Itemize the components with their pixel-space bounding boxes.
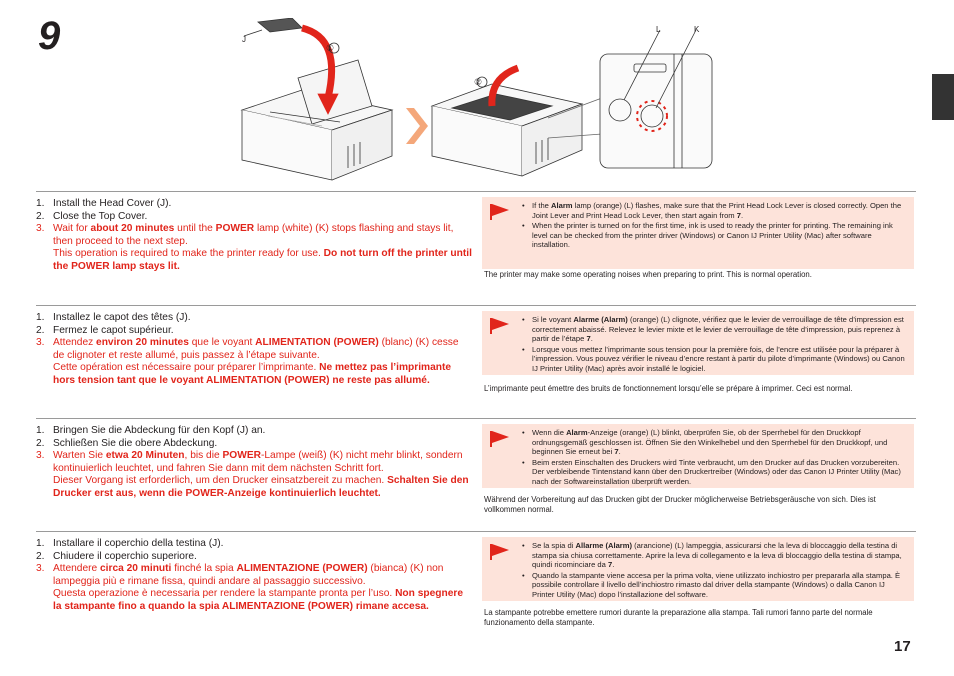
- text-run: When the printer is turned on for the first time, ink is used to ready the printer for printing. The remaining ink level can be checked from the printer driver (Windows) or Canon IJ Printer Utility (Mac) after software installation.: [532, 221, 893, 250]
- text-run: about 20 minutes: [90, 223, 175, 234]
- info-text: L’imprimante peut émettre des bruits de fonctionnement lorsqu’elle se prépare à imprimer. Ceci est normal.: [484, 384, 853, 393]
- text-run: Si le voyant: [532, 315, 574, 324]
- step-item-text: [53, 450, 472, 475]
- language-section: [36, 418, 916, 514]
- text-run: lamp (white) (K) stops flashing and stays lit, then proceed to the next step.: [53, 223, 454, 247]
- step-list: [36, 538, 472, 613]
- text-run: 7: [607, 560, 613, 570]
- step-item-text: [53, 438, 217, 451]
- step-list: [36, 198, 472, 273]
- label-l: L: [656, 25, 661, 34]
- text-run: Do not turn off the printer until the POWER lamp stays lit.: [53, 248, 472, 272]
- step-item: [36, 223, 472, 248]
- page-number: 17: [894, 638, 911, 655]
- step-item: [36, 325, 472, 338]
- text-run: Bringen Sie die Abdeckung für den Kopf (J) an.: [53, 425, 266, 436]
- text-run: If the: [532, 201, 551, 210]
- printer-illustration: [230, 18, 720, 188]
- step-item-number: 3.: [36, 337, 45, 348]
- text-run: 7: [736, 210, 741, 220]
- text-run: until the: [174, 223, 216, 234]
- info-text: Während der Vorbereitung auf das Drucken gibt der Drucker möglicherweise Betriebsgeräusche von sich. Dies ist vollkommen normal.: [484, 495, 876, 514]
- text-run: Ne mettez pas l’imprimante hors tension tant que le voyant ALIMENTATION (POWER) ne reste pas allumé.: [53, 362, 452, 386]
- step-list: [36, 425, 472, 500]
- text-run: Cette opération est nécessaire pour préparer l’imprimante.: [53, 362, 320, 373]
- step-item-number: 2.: [36, 437, 45, 449]
- step-item-number: 1.: [36, 312, 45, 323]
- text-run: POWER: [222, 450, 261, 461]
- text-run: (arancione) (L) lampeggia, assicurarsi che la leva di bloccaggio della testina di stampa sia chiusa correttamente. Aprire la leva di collegamento e la leva di bloccaggio della testina di stampa, quindi ricominciare da: [532, 541, 902, 570]
- text-run: que le voyant: [188, 337, 256, 348]
- step-item-text: [53, 312, 191, 325]
- text-run: Alarm: [566, 428, 588, 437]
- text-run: -Lampe (weiß) (K) nicht mehr blinkt, sondern kontinuierlich leuchtet, und fahren Sie dann mit dem nächsten Schritt fort.: [53, 450, 463, 474]
- info-text: La stampante potrebbe emettere rumori durante la preparazione alla stampa. Tali rumori fanno parte del normale funzionamento della stampante.: [484, 608, 873, 627]
- info-text: The printer may make some operating noises when preparing to print. This is normal operation.: [484, 270, 812, 279]
- step-item: [36, 563, 472, 588]
- text-run: (orange) (L) clignote, vérifiez que le levier de verrouillage de tête d’impression est correctement abaissé. Relevez le levier mixte et le levier de verrouillage de tête d’impression, puis reprenez à partir de l’étape: [532, 315, 904, 344]
- step-item: [36, 211, 472, 224]
- text-run: Installez le capot des têtes (J).: [53, 312, 191, 323]
- text-run: Questa operazione è necessaria per rendere la stampante pronta per l’uso.: [53, 588, 396, 599]
- text-run: .: [740, 210, 744, 220]
- text-run: Attendere: [53, 563, 101, 574]
- text-run: ALIMENTATION (POWER): [255, 337, 379, 348]
- text-run: Non spegnere la stampante fino a quando la spia ALIMENTAZIONE (POWER) rimane accesa.: [53, 588, 463, 612]
- step-item-number: 2.: [36, 324, 45, 336]
- note-item: [522, 458, 908, 487]
- text-run: Wait for: [53, 223, 91, 234]
- note-box: [482, 197, 914, 269]
- note-item: [522, 221, 908, 250]
- text-run: , bis die: [184, 450, 223, 461]
- text-run: Lorsque vous mettez l’imprimante sous tension pour la première fois, de l’encre est utilisée pour la préparer à l’impression. Vous pouvez vérifier le niveau d’encre restant à partir du pilote d’imprimante (Windows) ou Canon IJ Printer Utility (Mac) après avoir installé le logiciel.: [532, 344, 905, 373]
- text-run: 7: [614, 447, 619, 457]
- text-run: -Anzeige (orange) (L) blinkt, überprüfen Sie, ob der Sperrhebel für den Druckkopf ordnungsgemäß geschlossen ist. Öffnen Sie den Winkelhebel und den Sperrhebel für den Druckkopf, und beginnen Sie erneut bei: [532, 428, 888, 457]
- note-item: [522, 201, 908, 220]
- text-run: Installare il coperchio della testina (J).: [53, 538, 224, 549]
- text-run: This operation is required to make the printer ready for use.: [53, 248, 324, 259]
- step-item: [36, 425, 472, 438]
- step-continuation: [36, 248, 472, 273]
- step-item-text: [53, 563, 472, 588]
- text-run: Alarm: [551, 201, 573, 210]
- step2-marker: ②: [473, 77, 483, 87]
- text-run: (blanc) (K) cesse de clignoter et reste allumé, puis passez à l’étape suivante.: [53, 337, 459, 361]
- text-run: finché la spia: [171, 563, 237, 574]
- step-item-number: 3.: [36, 563, 45, 574]
- step-list: [36, 312, 472, 387]
- text-run: Fermez le capot supérieur.: [53, 324, 174, 336]
- text-run: Schalten Sie den Drucker erst aus, wenn die POWER-Anzeige kontinuierlich leuchtet.: [53, 475, 469, 499]
- step-item: [36, 337, 472, 362]
- step-item-text: [53, 425, 265, 438]
- note-box: [482, 424, 914, 488]
- step-item: [36, 198, 472, 211]
- step-item-text: [53, 551, 197, 564]
- step-item-text: [53, 211, 147, 224]
- step-item: [36, 438, 472, 451]
- note-list: [522, 315, 908, 374]
- note-box: [482, 537, 914, 601]
- note-list: [522, 201, 908, 250]
- step-item: [36, 312, 472, 325]
- flag-icon: [490, 543, 510, 561]
- step-item-number: 2.: [36, 210, 45, 222]
- text-run: environ 20 minutes: [96, 337, 189, 348]
- text-run: Close the Top Cover.: [53, 210, 148, 222]
- note-item: [522, 571, 908, 600]
- text-run: .: [618, 447, 621, 457]
- label-j: J: [242, 35, 246, 44]
- note-item: [522, 315, 908, 344]
- note-item: [522, 345, 908, 374]
- step-item-number: 1.: [36, 538, 45, 549]
- text-run: Alarme (Alarm): [573, 315, 628, 324]
- text-run: 7: [586, 334, 591, 344]
- text-run: Warten Sie: [53, 450, 106, 461]
- step1-marker: ①: [325, 43, 335, 53]
- language-section: [36, 305, 916, 393]
- text-run: Dieser Vorgang ist erforderlich, um den Drucker einsatzbereit zu machen.: [53, 475, 388, 486]
- flag-icon: [490, 430, 510, 448]
- flag-icon: [490, 317, 510, 335]
- step-continuation: [36, 588, 472, 613]
- text-run: Chiudere il coperchio superiore.: [53, 550, 197, 562]
- text-run: Wenn die: [532, 428, 567, 437]
- text-run: lamp (orange) (L) flashes, make sure that the Print Head Lock Lever is closed correctly. Open the Joint Lever and Print Head Lock Lever, then start again from: [532, 201, 902, 220]
- language-section: [36, 191, 916, 279]
- text-run: .: [612, 560, 615, 570]
- text-run: Quando la stampante viene accesa per la prima volta, viene utilizzato inchiostro per prepararla alla stampa. È possibile controllare il livello dell’inchiostro rimasto dal driver della stampante (Windows) o dalla Canon IJ Printer Utility (Mac) dopo l’installazione del software.: [532, 570, 901, 599]
- text-run: ALIMENTAZIONE (POWER): [236, 563, 368, 574]
- text-run: circa 20 minuti: [100, 563, 172, 574]
- step-item: [36, 551, 472, 564]
- step-item-number: 3.: [36, 223, 45, 234]
- text-run: Attendez: [53, 337, 97, 348]
- step-item-text: [53, 337, 472, 362]
- step-item: [36, 450, 472, 475]
- step-continuation: [36, 475, 472, 500]
- text-run: Beim ersten Einschalten des Druckers wird Tinte verbraucht, um den Drucker auf das Drucken vorzubereiten. Der verbleibende Tintenstand kann über den Druckertreiber (Windows) oder das Canon IJ Printer Utility (Mac) nach der Softwareinstallation überprüft werden.: [532, 457, 901, 486]
- text-run: Install the Head Cover (J).: [53, 198, 172, 209]
- step-item-text: [53, 198, 171, 211]
- text-run: Se la spia di: [532, 541, 576, 550]
- text-run: (bianca) (K) non lampeggia più e rimane fissa, quindi andare al passaggio successivo.: [53, 563, 444, 587]
- step-item-text: [53, 223, 472, 248]
- text-run: Allarme (Alarm): [575, 541, 633, 550]
- step-item-number: 2.: [36, 550, 45, 562]
- text-run: Schließen Sie die obere Abdeckung.: [53, 437, 218, 449]
- step-item: [36, 538, 472, 551]
- language-section: [36, 531, 916, 627]
- label-k: K: [694, 25, 700, 34]
- step-item-number: 3.: [36, 450, 45, 461]
- step-item-text: [53, 538, 223, 551]
- step-item-text: [53, 325, 174, 338]
- text-run: .: [590, 334, 593, 344]
- text-run: etwa 20 Minuten: [105, 450, 185, 461]
- note-item: [522, 428, 908, 457]
- step-item-number: 1.: [36, 425, 45, 436]
- note-list: [522, 541, 908, 600]
- step-number: 9: [38, 14, 61, 58]
- flag-icon: [490, 203, 510, 221]
- note-box: [482, 311, 914, 375]
- step-continuation: [36, 362, 472, 387]
- step-item-number: 1.: [36, 198, 45, 209]
- section-tab: [932, 74, 954, 120]
- note-list: [522, 428, 908, 487]
- note-item: [522, 541, 908, 570]
- text-run: POWER: [215, 223, 255, 234]
